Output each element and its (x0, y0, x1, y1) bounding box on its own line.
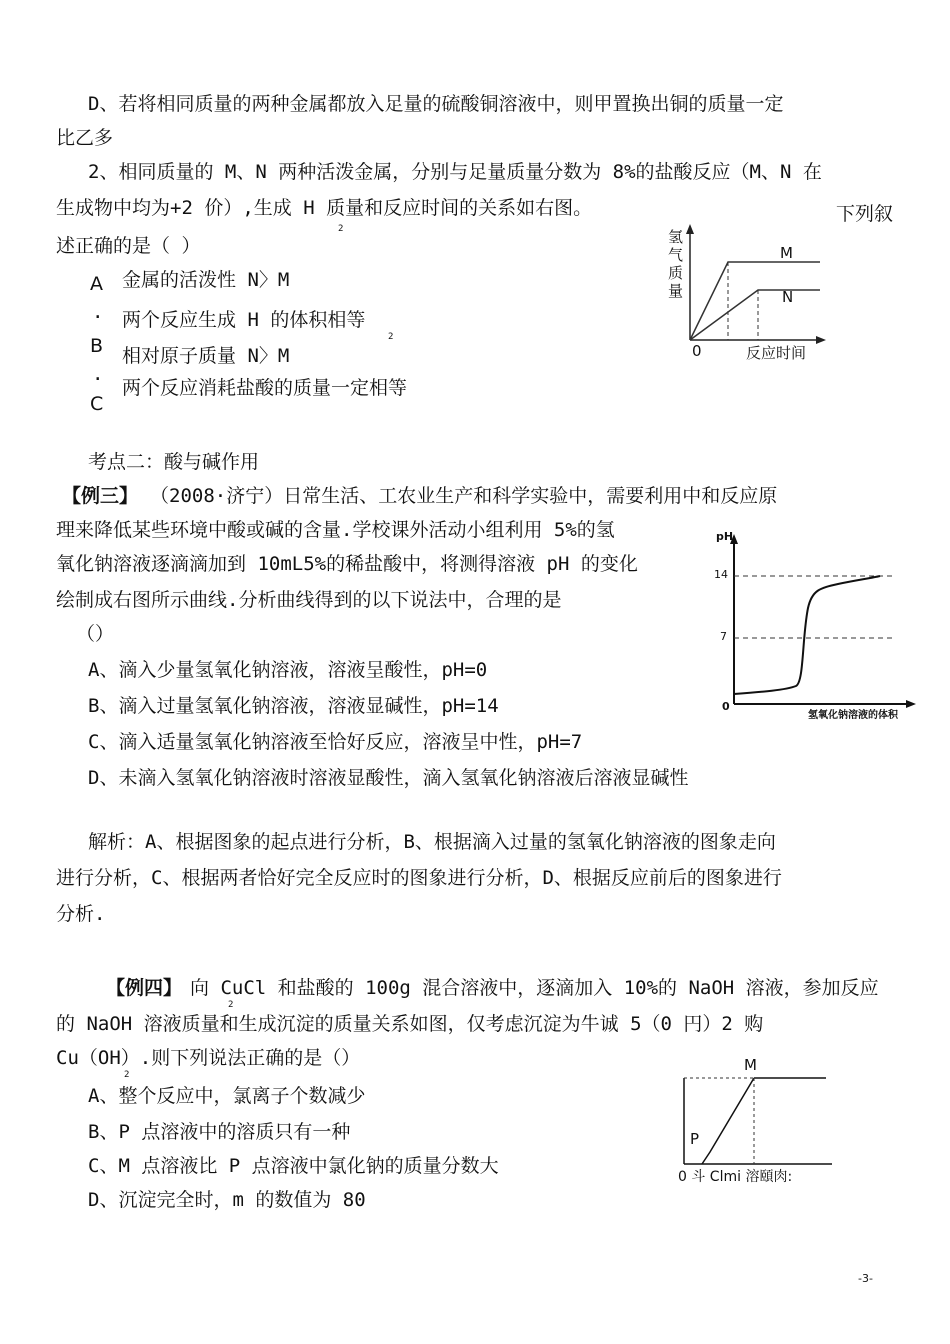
q2-opt-letter: A (90, 273, 103, 295)
precipitate-xlabel: 0 斗 Clmi 溶頤肉: (678, 1169, 793, 1185)
q2-option-b: 两个反应生成 H 的体积相等 (122, 309, 366, 331)
example3-paren: （） (76, 623, 115, 645)
graph-label-p: P (690, 1130, 700, 1148)
graph-label-m: M (744, 1056, 757, 1074)
page-number: -3- (858, 1272, 873, 1285)
example3-line4: 绘制成右图所示曲线.分析曲线得到的以下说法中，合理的是 (56, 589, 562, 611)
analysis-line2: 进行分析，C、根据两者恰好完全反应时的图象进行分析，D、根据反应前后的图象进行 (56, 867, 782, 889)
ph-xlabel: 氢氧化钠溶液的体积 (808, 710, 898, 721)
analysis-line1: 解析：A、根据图象的起点进行分析，B、根据滴入过量的氢氧化钠溶液的图象走向 (88, 831, 776, 853)
example3-option-a: A、滴入少量氢氧化钠溶液，溶液呈酸性，pH=0 (88, 659, 488, 681)
ph-graph-axes-and-curve (712, 528, 922, 724)
q2-opt-letter: B (90, 335, 104, 357)
q2-line1: 2、相同质量的 M、N 两种活泼金属，分别与足量质量分数为 8%的盐酸反应（M、N 在 (88, 161, 822, 183)
section-title: 考点二：酸与碱作用 (88, 451, 260, 473)
analysis-line3: 分析. (56, 903, 106, 925)
example3-option-b: B、滴入过量氢氧化钠溶液，溶液显碱性，pH=14 (88, 695, 499, 717)
example4-option-a: A、整个反应中，氯离子个数减少 (88, 1085, 366, 1107)
example4-option-b: B、P 点溶液中的溶质只有一种 (88, 1121, 351, 1143)
ph-origin: 0 (722, 700, 730, 713)
precipitate-graph-lines (672, 1054, 862, 1184)
example3-line1: （2008·济宁）日常生活、工农业生产和科学实验中，需要利用中和反应原 (150, 485, 778, 507)
graph-label-m: M (780, 244, 793, 262)
q2-subscript: 2 (338, 224, 344, 234)
example3-line2: 理来降低某些环境中酸或碱的含量.学校课外活动小组利用 5%的氢 (56, 519, 615, 541)
example4-option-d: D、沉淀完全时，m 的数值为 80 (88, 1189, 366, 1211)
ph-tick-7: 7 (720, 630, 727, 643)
example4-line2: 的 NaOH 溶液质量和生成沉淀的质量关系如图，仅考虑沉淀为牛诚 5（0 円）2 购 (56, 1013, 764, 1035)
q2-opt-letter: . (92, 301, 104, 323)
example3-option-c: C、滴入适量氢氧化钠溶液至恰好反应，溶液呈中性，pH=7 (88, 731, 583, 753)
graph-ylabel: 氢气质量 (668, 228, 684, 300)
example3-tag: 【例三】 (62, 485, 139, 507)
q2-opt-letter: . (92, 363, 104, 385)
example4-option-c: C、M 点溶液比 P 点溶液中氯化钠的质量分数大 (88, 1155, 499, 1177)
ph-curve-graph (712, 528, 922, 724)
example3-option-d: D、未滴入氢氧化钠溶液时溶液显酸性，滴入氢氧化钠溶液后溶液显碱性 (88, 767, 689, 789)
example4-subscript: 2 (124, 1070, 130, 1080)
q1-option-d-line1: D、若将相同质量的两种金属都放入足量的硫酸铜溶液中，则甲置换出铜的质量一定 (88, 93, 784, 115)
q2-option-c: 相对原子质量 N〉M (122, 345, 290, 367)
q2-opt-letter: C (90, 393, 104, 415)
q2-option-a: 金属的活泼性 N〉M (122, 269, 290, 291)
q2-line2-tail: 下列叙 (836, 203, 894, 225)
ph-ylabel: pH (716, 530, 734, 543)
q2-line2: 生成物中均为+2 价）,生成 H 质量和反应时间的关系如右图。 (56, 197, 593, 219)
graph-origin: 0 (692, 342, 702, 360)
hydrogen-mass-graph (660, 222, 840, 372)
q2-option-d: 两个反应消耗盐酸的质量一定相等 (122, 377, 408, 399)
graph-xlabel: 反应时间 (746, 344, 807, 362)
precipitate-graph (672, 1054, 862, 1184)
example4-tag: 【例四】 (106, 977, 183, 999)
q2-opt-letter-clip (90, 392, 110, 415)
ph-tick-14: 14 (714, 568, 728, 581)
q2-line3: 述正确的是（ ） (56, 235, 201, 257)
example3-line3: 氧化钠溶液逐滴滴加到 10mL5%的稀盐酸中，将测得溶液 pH 的变化 (56, 553, 638, 575)
example4-subscript: 2 (228, 1000, 234, 1010)
graph-label-n: N (782, 288, 794, 306)
example4-line1: 向 CuCl 和盐酸的 100g 混合溶液中，逐滴加入 10%的 NaOH 溶液，参加反应 (190, 977, 879, 999)
q2-subscript: 2 (388, 332, 394, 342)
example4-line3: Cu（OH）.则下列说法正确的是（） (56, 1047, 361, 1069)
q1-option-d-line2: 比乙多 (56, 127, 114, 149)
